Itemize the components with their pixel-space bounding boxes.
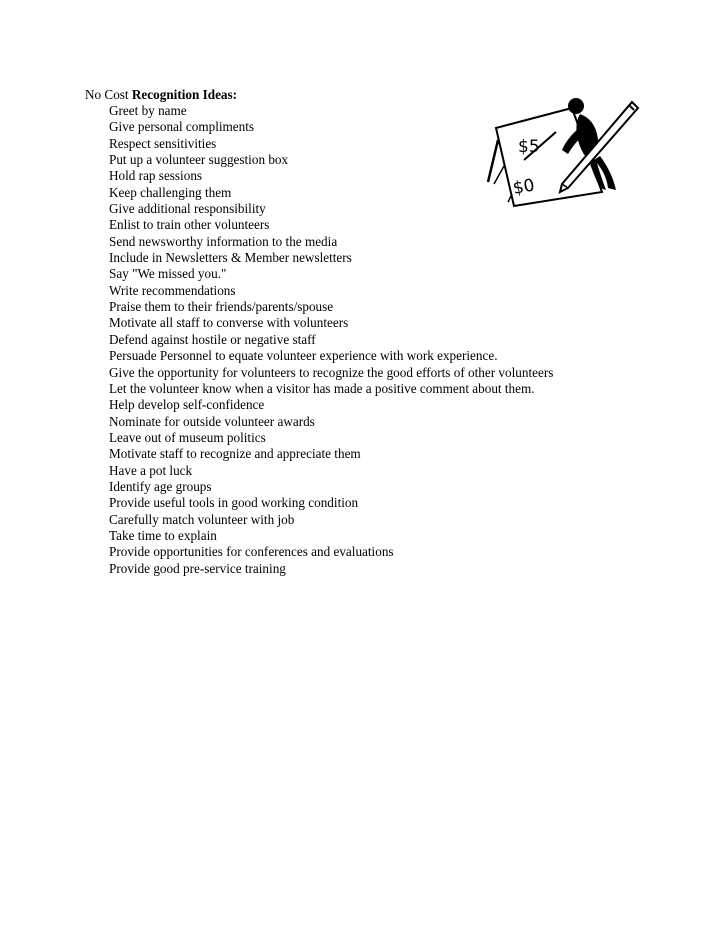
idea-item: Provide opportunities for conferences and evaluations (109, 544, 394, 560)
idea-item: Provide good pre-service training (109, 560, 286, 576)
idea-item: Help develop self-confidence (109, 397, 265, 413)
idea-item: Motivate staff to recognize and appreciate them (109, 446, 361, 462)
heading-bold: Recognition Ideas: (131, 87, 238, 102)
idea-item: Have a pot luck (109, 462, 193, 478)
idea-item: Identify age groups (109, 478, 212, 494)
idea-item: Carefully match volunteer with job (109, 511, 295, 527)
idea-item: Defend against hostile or negative staff (109, 331, 316, 347)
idea-item: Enlist to train other volunteers (109, 217, 270, 233)
idea-item: Say "We missed you." (109, 266, 227, 282)
idea-item: Include in Newsletters & Member newsletters (109, 250, 352, 266)
idea-item: Greet by name (109, 103, 187, 118)
idea-item: Put up a volunteer suggestion box (109, 152, 289, 168)
sign-price-bottom: $0 (511, 175, 537, 199)
idea-item: Give personal compliments (109, 119, 255, 135)
idea-item: Give additional responsibility (109, 201, 266, 217)
heading-prefix: No Cost (85, 87, 132, 102)
idea-item: Provide useful tools in good working condition (109, 495, 359, 511)
idea-item: Let the volunteer know when a visitor has made a positive comment about them. (109, 380, 535, 396)
idea-item: Leave out of museum politics (109, 429, 266, 445)
idea-item: Give the opportunity for volunteers to recognize the good efforts of other volunteers (109, 364, 554, 380)
sign-price-top: $5 (518, 137, 540, 157)
person-pencil-price-sign-icon (484, 96, 640, 208)
idea-item: Write recommendations (109, 282, 236, 298)
idea-item: Persuade Personnel to equate volunteer experience with work experience. (109, 348, 498, 364)
idea-item: Keep challenging them (109, 184, 232, 200)
idea-item: Nominate for outside volunteer awards (109, 413, 315, 429)
idea-item: Motivate all staff to converse with volunteers (109, 315, 349, 331)
idea-item: Hold rap sessions (109, 168, 203, 184)
idea-item: Respect sensitivities (109, 135, 217, 151)
idea-item: Send newsworthy information to the media (109, 233, 338, 249)
section-heading (85, 87, 237, 103)
idea-item: Praise them to their friends/parents/spouse (109, 299, 334, 315)
idea-item: Take time to explain (109, 527, 217, 543)
